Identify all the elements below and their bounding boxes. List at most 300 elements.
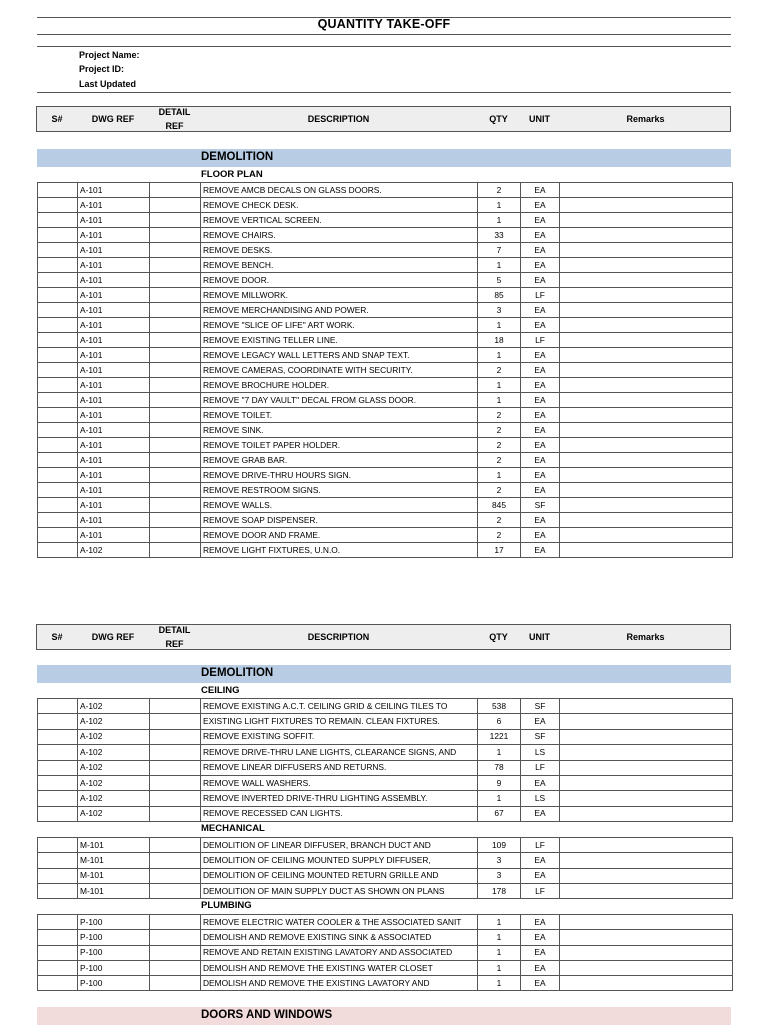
section-band-demolition — [37, 149, 731, 167]
cell-detail-ref — [150, 198, 201, 213]
cell-qty: 3 — [478, 868, 521, 883]
cell-sn — [38, 883, 78, 898]
cell-qty: 1 — [478, 791, 521, 806]
cell-qty: 5 — [478, 273, 521, 288]
cell-unit: EA — [521, 976, 560, 991]
table-row — [38, 378, 733, 393]
cell-unit: EA — [521, 318, 560, 333]
cell-unit: EA — [521, 393, 560, 408]
cell-sn — [38, 378, 78, 393]
table-row — [38, 258, 733, 273]
cell-sn — [38, 729, 78, 744]
cell-unit: LS — [521, 745, 560, 760]
cell-unit: EA — [521, 806, 560, 821]
cell-detail-ref — [150, 960, 201, 975]
cell-qty: 2 — [478, 408, 521, 423]
cell-qty: 109 — [478, 838, 521, 853]
cell-remarks — [560, 468, 733, 483]
subheading-ceiling: CEILING — [201, 685, 240, 696]
cell-description: REMOVE EXISTING A.C.T. CEILING GRID & CEILING TILES TO — [201, 699, 478, 714]
cell-description: REMOVE BENCH. — [201, 258, 478, 273]
cell-qty: 2 — [478, 438, 521, 453]
cell-description: REMOVE AMCB DECALS ON GLASS DOORS. — [201, 183, 478, 198]
cell-detail-ref — [150, 333, 201, 348]
cell-detail-ref — [150, 745, 201, 760]
cell-remarks — [560, 348, 733, 363]
cell-remarks — [560, 393, 733, 408]
col-dwg-ref: DWG REF — [91, 114, 135, 124]
cell-description: REMOVE BROCHURE HOLDER. — [201, 378, 478, 393]
cell-sn — [38, 528, 78, 543]
cell-sn — [38, 333, 78, 348]
cell-detail-ref — [150, 945, 201, 960]
cell-unit: EA — [521, 228, 560, 243]
cell-qty: 85 — [478, 288, 521, 303]
cell-unit: EA — [521, 243, 560, 258]
cell-qty: 538 — [478, 699, 521, 714]
table-row — [38, 930, 733, 945]
col-sn: S# — [51, 114, 63, 124]
cell-description: REMOVE DESKS. — [201, 243, 478, 258]
cell-unit: SF — [521, 498, 560, 513]
cell-sn — [38, 791, 78, 806]
cell-qty: 1 — [478, 348, 521, 363]
cell-description: DEMOLISH AND REMOVE THE EXISTING LAVATORY AND — [201, 976, 478, 991]
cell-description: REMOVE SOAP DISPENSER. — [201, 513, 478, 528]
cell-description: REMOVE RESTROOM SIGNS. — [201, 483, 478, 498]
table-row — [38, 408, 733, 423]
cell-dwg-ref: A-101 — [78, 498, 150, 513]
table-row — [38, 714, 733, 729]
cell-qty: 67 — [478, 806, 521, 821]
page-title: QUANTITY TAKE-OFF — [317, 17, 451, 31]
cell-description: REMOVE TOILET PAPER HOLDER. — [201, 438, 478, 453]
cell-unit: EA — [521, 468, 560, 483]
cell-description: DEMOLITION OF CEILING MOUNTED RETURN GRILLE AND — [201, 868, 478, 883]
cell-description: REMOVE MILLWORK. — [201, 288, 478, 303]
cell-remarks — [560, 838, 733, 853]
cell-detail-ref — [150, 699, 201, 714]
cell-sn — [38, 453, 78, 468]
cell-sn — [38, 513, 78, 528]
cell-dwg-ref: P-100 — [78, 945, 150, 960]
cell-remarks — [560, 513, 733, 528]
cell-qty: 1 — [478, 198, 521, 213]
cell-dwg-ref: A-102 — [78, 543, 150, 558]
cell-detail-ref — [150, 543, 201, 558]
cell-remarks — [560, 318, 733, 333]
cell-unit: EA — [521, 513, 560, 528]
cell-description: DEMOLISH AND REMOVE EXISTING SINK & ASSOCIATED — [201, 930, 478, 945]
cell-unit: SF — [521, 729, 560, 744]
cell-sn — [38, 468, 78, 483]
cell-qty: 9 — [478, 775, 521, 790]
cell-detail-ref — [150, 393, 201, 408]
cell-remarks — [560, 976, 733, 991]
cell-description: REMOVE ELECTRIC WATER COOLER & THE ASSOCIATED SANIT — [201, 915, 478, 930]
cell-detail-ref — [150, 760, 201, 775]
section-heading: DEMOLITION — [201, 667, 274, 679]
cell-detail-ref — [150, 423, 201, 438]
cell-dwg-ref: A-101 — [78, 378, 150, 393]
cell-remarks — [560, 729, 733, 744]
cell-unit: EA — [521, 483, 560, 498]
col-detail-ref-line2: REF — [165, 121, 184, 131]
subheading-plumbing: PLUMBING — [201, 900, 252, 911]
cell-remarks — [560, 273, 733, 288]
cell-remarks — [560, 333, 733, 348]
cell-qty: 1 — [478, 960, 521, 975]
cell-unit: LF — [521, 333, 560, 348]
cell-qty: 1 — [478, 915, 521, 930]
cell-qty: 17 — [478, 543, 521, 558]
cell-detail-ref — [150, 288, 201, 303]
project-id-label: Project ID: — [79, 64, 125, 74]
cell-sn — [38, 699, 78, 714]
cell-dwg-ref: M-101 — [78, 853, 150, 868]
cell-dwg-ref: A-101 — [78, 243, 150, 258]
table-row — [38, 303, 733, 318]
cell-remarks — [560, 760, 733, 775]
cell-detail-ref — [150, 775, 201, 790]
cell-unit: EA — [521, 303, 560, 318]
col-qty: QTY — [489, 632, 508, 642]
cell-dwg-ref: A-101 — [78, 363, 150, 378]
cell-qty: 1 — [478, 318, 521, 333]
cell-description: REMOVE RECESSED CAN LIGHTS. — [201, 806, 478, 821]
cell-unit: EA — [521, 945, 560, 960]
cell-unit: EA — [521, 714, 560, 729]
cell-description: REMOVE CHAIRS. — [201, 228, 478, 243]
section-heading: DOORS AND WINDOWS — [201, 1009, 333, 1021]
cell-detail-ref — [150, 363, 201, 378]
cell-description: DEMOLITION OF MAIN SUPPLY DUCT AS SHOWN ON PLANS — [201, 883, 478, 898]
cell-sn — [38, 960, 78, 975]
cell-qty: 2 — [478, 513, 521, 528]
table-row — [38, 543, 733, 558]
section-band-demolition-2 — [37, 665, 731, 683]
cell-remarks — [560, 714, 733, 729]
cell-description: REMOVE CHECK DESK. — [201, 198, 478, 213]
table-row — [38, 393, 733, 408]
cell-remarks — [560, 745, 733, 760]
cell-remarks — [560, 806, 733, 821]
cell-dwg-ref: A-101 — [78, 273, 150, 288]
cell-qty: 78 — [478, 760, 521, 775]
cell-detail-ref — [150, 729, 201, 744]
rule-project-top — [37, 46, 731, 47]
cell-description: REMOVE WALL WASHERS. — [201, 775, 478, 790]
table-row — [38, 273, 733, 288]
cell-sn — [38, 363, 78, 378]
cell-qty: 1 — [478, 745, 521, 760]
cell-description: REMOVE LINEAR DIFFUSERS AND RETURNS. — [201, 760, 478, 775]
cell-unit: EA — [521, 960, 560, 975]
cell-unit: SF — [521, 699, 560, 714]
table-row — [38, 363, 733, 378]
cell-unit: EA — [521, 258, 560, 273]
cell-dwg-ref: A-101 — [78, 468, 150, 483]
cell-unit: EA — [521, 528, 560, 543]
cell-qty: 2 — [478, 453, 521, 468]
table-row — [38, 853, 733, 868]
rule-title-bottom — [37, 34, 731, 35]
cell-dwg-ref: A-101 — [78, 423, 150, 438]
table-row — [38, 423, 733, 438]
cell-detail-ref — [150, 838, 201, 853]
cell-sn — [38, 806, 78, 821]
cell-qty: 2 — [478, 528, 521, 543]
col-description: DESCRIPTION — [307, 114, 370, 124]
col-sn: S# — [51, 632, 63, 642]
table-row — [38, 775, 733, 790]
subheading-floor-plan: FLOOR PLAN — [201, 169, 263, 180]
cell-qty: 1 — [478, 258, 521, 273]
cell-dwg-ref: A-102 — [78, 775, 150, 790]
cell-sn — [38, 198, 78, 213]
table-row — [38, 183, 733, 198]
cell-sn — [38, 714, 78, 729]
cell-sn — [38, 228, 78, 243]
cell-remarks — [560, 498, 733, 513]
cell-detail-ref — [150, 318, 201, 333]
cell-detail-ref — [150, 243, 201, 258]
cell-remarks — [560, 543, 733, 558]
cell-description: DEMOLISH AND REMOVE THE EXISTING WATER CLOSET — [201, 960, 478, 975]
cell-dwg-ref: A-101 — [78, 213, 150, 228]
cell-qty: 18 — [478, 333, 521, 348]
cell-qty: 1 — [478, 976, 521, 991]
cell-detail-ref — [150, 483, 201, 498]
cell-qty: 1 — [478, 930, 521, 945]
cell-description: REMOVE TOILET. — [201, 408, 478, 423]
cell-description: REMOVE "SLICE OF LIFE" ART WORK. — [201, 318, 478, 333]
cell-sn — [38, 303, 78, 318]
cell-description: REMOVE DRIVE-THRU HOURS SIGN. — [201, 468, 478, 483]
cell-remarks — [560, 423, 733, 438]
cell-remarks — [560, 945, 733, 960]
cell-remarks — [560, 528, 733, 543]
cell-dwg-ref: A-102 — [78, 714, 150, 729]
cell-sn — [38, 775, 78, 790]
cell-unit: LF — [521, 838, 560, 853]
cell-sn — [38, 423, 78, 438]
cell-detail-ref — [150, 183, 201, 198]
cell-detail-ref — [150, 714, 201, 729]
cell-sn — [38, 760, 78, 775]
table-row — [38, 228, 733, 243]
cell-unit: EA — [521, 183, 560, 198]
cell-detail-ref — [150, 883, 201, 898]
cell-remarks — [560, 258, 733, 273]
table-row — [38, 198, 733, 213]
cell-dwg-ref: A-101 — [78, 333, 150, 348]
cell-description: DEMOLITION OF LINEAR DIFFUSER, BRANCH DUCT AND — [201, 838, 478, 853]
cell-qty: 845 — [478, 498, 521, 513]
cell-dwg-ref: A-102 — [78, 729, 150, 744]
cell-unit: EA — [521, 915, 560, 930]
table-row — [38, 348, 733, 363]
cell-remarks — [560, 438, 733, 453]
table-row — [38, 213, 733, 228]
cell-sn — [38, 930, 78, 945]
cell-detail-ref — [150, 976, 201, 991]
column-header-row — [36, 106, 731, 132]
cell-qty: 3 — [478, 303, 521, 318]
table-row — [38, 333, 733, 348]
cell-description: REMOVE DOOR. — [201, 273, 478, 288]
cell-unit: EA — [521, 543, 560, 558]
subheading-mechanical: MECHANICAL — [201, 823, 265, 834]
cell-detail-ref — [150, 453, 201, 468]
cell-dwg-ref: A-102 — [78, 745, 150, 760]
table-row — [38, 745, 733, 760]
cell-detail-ref — [150, 378, 201, 393]
table-row — [38, 528, 733, 543]
table-row — [38, 760, 733, 775]
cell-remarks — [560, 868, 733, 883]
cell-description: DEMOLITION OF CEILING MOUNTED SUPPLY DIFFUSER, — [201, 853, 478, 868]
cell-unit: LF — [521, 760, 560, 775]
floor-plan-table — [37, 182, 733, 558]
cell-sn — [38, 348, 78, 363]
col-qty: QTY — [489, 114, 508, 124]
project-name-label: Project Name: — [79, 50, 140, 60]
table-row — [38, 513, 733, 528]
cell-qty: 6 — [478, 714, 521, 729]
cell-dwg-ref: A-101 — [78, 303, 150, 318]
cell-dwg-ref: A-102 — [78, 806, 150, 821]
mechanical-table — [37, 837, 733, 899]
cell-dwg-ref: A-101 — [78, 258, 150, 273]
cell-dwg-ref: A-101 — [78, 348, 150, 363]
table-row — [38, 453, 733, 468]
cell-unit: EA — [521, 868, 560, 883]
col-detail-ref-line1: DETAIL — [158, 625, 191, 635]
cell-sn — [38, 498, 78, 513]
rule-project-bottom — [37, 92, 731, 93]
cell-sn — [38, 258, 78, 273]
cell-remarks — [560, 699, 733, 714]
cell-detail-ref — [150, 498, 201, 513]
cell-remarks — [560, 363, 733, 378]
table-row — [38, 288, 733, 303]
cell-unit: EA — [521, 213, 560, 228]
table-row — [38, 838, 733, 853]
section-band-doors-and-windows — [37, 1007, 731, 1025]
cell-remarks — [560, 408, 733, 423]
cell-qty: 1 — [478, 945, 521, 960]
table-row — [38, 945, 733, 960]
cell-dwg-ref: A-101 — [78, 453, 150, 468]
cell-description: EXISTING LIGHT FIXTURES TO REMAIN. CLEAN FIXTURES. — [201, 714, 478, 729]
cell-remarks — [560, 960, 733, 975]
col-detail-ref-line1: DETAIL — [158, 107, 191, 117]
cell-dwg-ref: A-102 — [78, 760, 150, 775]
cell-dwg-ref: A-101 — [78, 228, 150, 243]
cell-detail-ref — [150, 513, 201, 528]
cell-dwg-ref: A-101 — [78, 528, 150, 543]
cell-dwg-ref: A-102 — [78, 791, 150, 806]
cell-detail-ref — [150, 438, 201, 453]
table-row — [38, 729, 733, 744]
cell-qty: 2 — [478, 423, 521, 438]
cell-remarks — [560, 213, 733, 228]
cell-remarks — [560, 853, 733, 868]
cell-unit: EA — [521, 363, 560, 378]
col-dwg-ref: DWG REF — [91, 632, 135, 642]
cell-dwg-ref: A-101 — [78, 198, 150, 213]
cell-qty: 3 — [478, 853, 521, 868]
cell-detail-ref — [150, 303, 201, 318]
table-row — [38, 915, 733, 930]
cell-description: REMOVE LIGHT FIXTURES, U.N.O. — [201, 543, 478, 558]
cell-qty: 2 — [478, 363, 521, 378]
cell-detail-ref — [150, 853, 201, 868]
table-row — [38, 868, 733, 883]
table-row — [38, 976, 733, 991]
cell-remarks — [560, 183, 733, 198]
cell-sn — [38, 838, 78, 853]
cell-unit: LS — [521, 791, 560, 806]
cell-unit: LF — [521, 883, 560, 898]
cell-qty: 33 — [478, 228, 521, 243]
cell-remarks — [560, 453, 733, 468]
cell-sn — [38, 243, 78, 258]
cell-sn — [38, 868, 78, 883]
cell-remarks — [560, 288, 733, 303]
cell-dwg-ref: P-100 — [78, 915, 150, 930]
cell-detail-ref — [150, 213, 201, 228]
table-row — [38, 438, 733, 453]
column-header-row-2 — [36, 624, 731, 650]
table-row — [38, 468, 733, 483]
col-remarks: Remarks — [626, 632, 665, 642]
cell-sn — [38, 273, 78, 288]
cell-detail-ref — [150, 228, 201, 243]
col-remarks: Remarks — [626, 114, 665, 124]
cell-dwg-ref: P-100 — [78, 930, 150, 945]
cell-unit: EA — [521, 348, 560, 363]
cell-dwg-ref: A-101 — [78, 408, 150, 423]
cell-unit: EA — [521, 273, 560, 288]
cell-dwg-ref: A-101 — [78, 393, 150, 408]
cell-description: REMOVE GRAB BAR. — [201, 453, 478, 468]
cell-detail-ref — [150, 273, 201, 288]
cell-remarks — [560, 915, 733, 930]
cell-qty: 1 — [478, 378, 521, 393]
cell-sn — [38, 408, 78, 423]
cell-detail-ref — [150, 791, 201, 806]
cell-remarks — [560, 883, 733, 898]
cell-dwg-ref: A-101 — [78, 483, 150, 498]
cell-description: REMOVE WALLS. — [201, 498, 478, 513]
cell-unit: EA — [521, 378, 560, 393]
cell-qty: 178 — [478, 883, 521, 898]
cell-sn — [38, 543, 78, 558]
cell-description: REMOVE AND RETAIN EXISTING LAVATORY AND ASSOCIATED — [201, 945, 478, 960]
ceiling-table — [37, 698, 733, 822]
last-updated-label: Last Updated — [79, 79, 137, 89]
cell-sn — [38, 288, 78, 303]
cell-description: REMOVE DRIVE-THRU LANE LIGHTS, CLEARANCE SIGNS, AND — [201, 745, 478, 760]
cell-sn — [38, 915, 78, 930]
cell-remarks — [560, 228, 733, 243]
cell-dwg-ref: A-102 — [78, 699, 150, 714]
cell-remarks — [560, 303, 733, 318]
cell-dwg-ref: A-101 — [78, 513, 150, 528]
cell-qty: 2 — [478, 183, 521, 198]
